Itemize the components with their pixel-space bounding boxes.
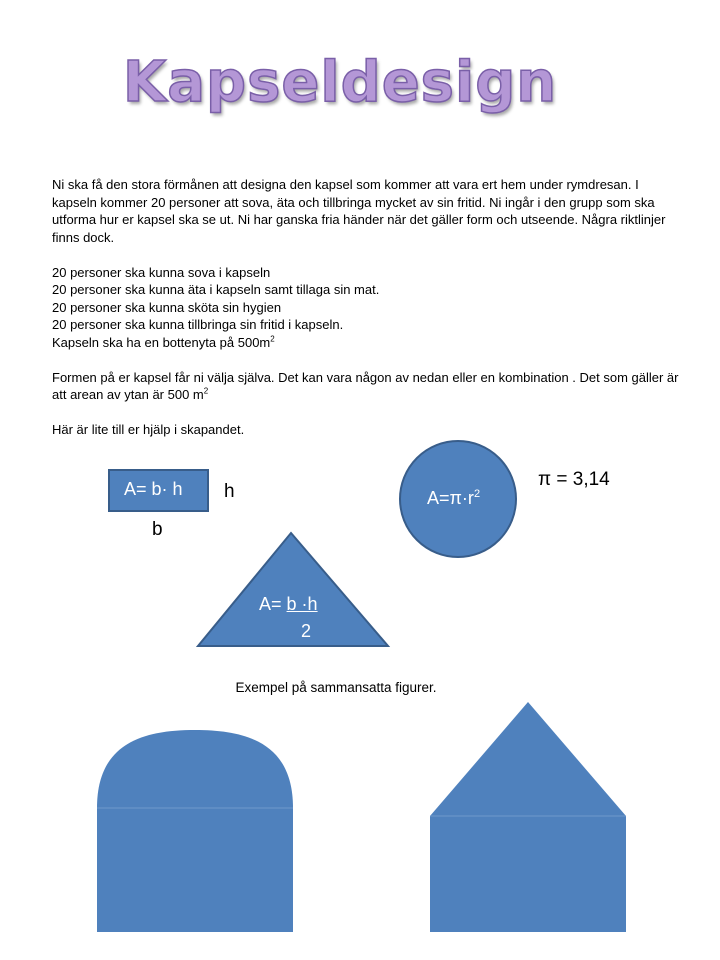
triangle-numerator: b ·h: [286, 594, 318, 614]
triangle-shape: [198, 533, 388, 646]
rectangle-formula: A= b· h: [124, 479, 183, 499]
guideline-item: 20 personer ska kunna tillbringa sin fritid i kapseln.: [52, 317, 344, 332]
circle-formula: $A=\pi\cdot r^2$: [427, 488, 481, 508]
help-text: Här är lite till er hjälp i skapandet.: [52, 422, 245, 437]
examples-caption: Exempel på sammansatta figurer.: [235, 680, 437, 695]
rectangle-height-label: h: [224, 481, 235, 502]
guideline-item: 20 personer ska kunna äta i kapseln samt tillaga sin mat.: [52, 282, 380, 297]
shape-rule-paragraph: Formen på er kapsel får ni välja själva. Det kan vara någon av nedan eller en kombination . Det som gäller är att arean av ytan är 500 $m^2$: [52, 369, 679, 402]
guideline-item: 20 personer ska kunna sköta sin hygien: [52, 299, 282, 315]
triangle-formula: A= b ·h: [259, 594, 318, 614]
triangle-denominator: 2: [301, 621, 312, 641]
page-title: Kapseldesign: [122, 50, 558, 115]
intro-paragraph: Ni ska få den stora förmånen att designa den kapsel som kommer att vara ert hem under rymdresan. I kapseln kommer 20 personer att sova, äta och tillbringa mycket av sin fritid. Ni ingår i den grupp som ska utforma hur er kapsel ska se ut. Ni har ganska fria händer när det gäller form och utseende. Några riktlinjer finns dock.: [52, 177, 666, 245]
floor-area-requirement: Kapseln ska ha en bottenyta på $500m^2$: [52, 334, 275, 350]
guideline-item: 20 personer ska kunna sova i kapseln: [52, 264, 271, 280]
rectangle-base-label: b: [152, 519, 163, 540]
example-dome-shape: [97, 730, 293, 932]
example-house-body: [430, 816, 626, 932]
example-roof-shape: [430, 702, 626, 816]
pi-value: π = 3,14: [538, 469, 610, 490]
